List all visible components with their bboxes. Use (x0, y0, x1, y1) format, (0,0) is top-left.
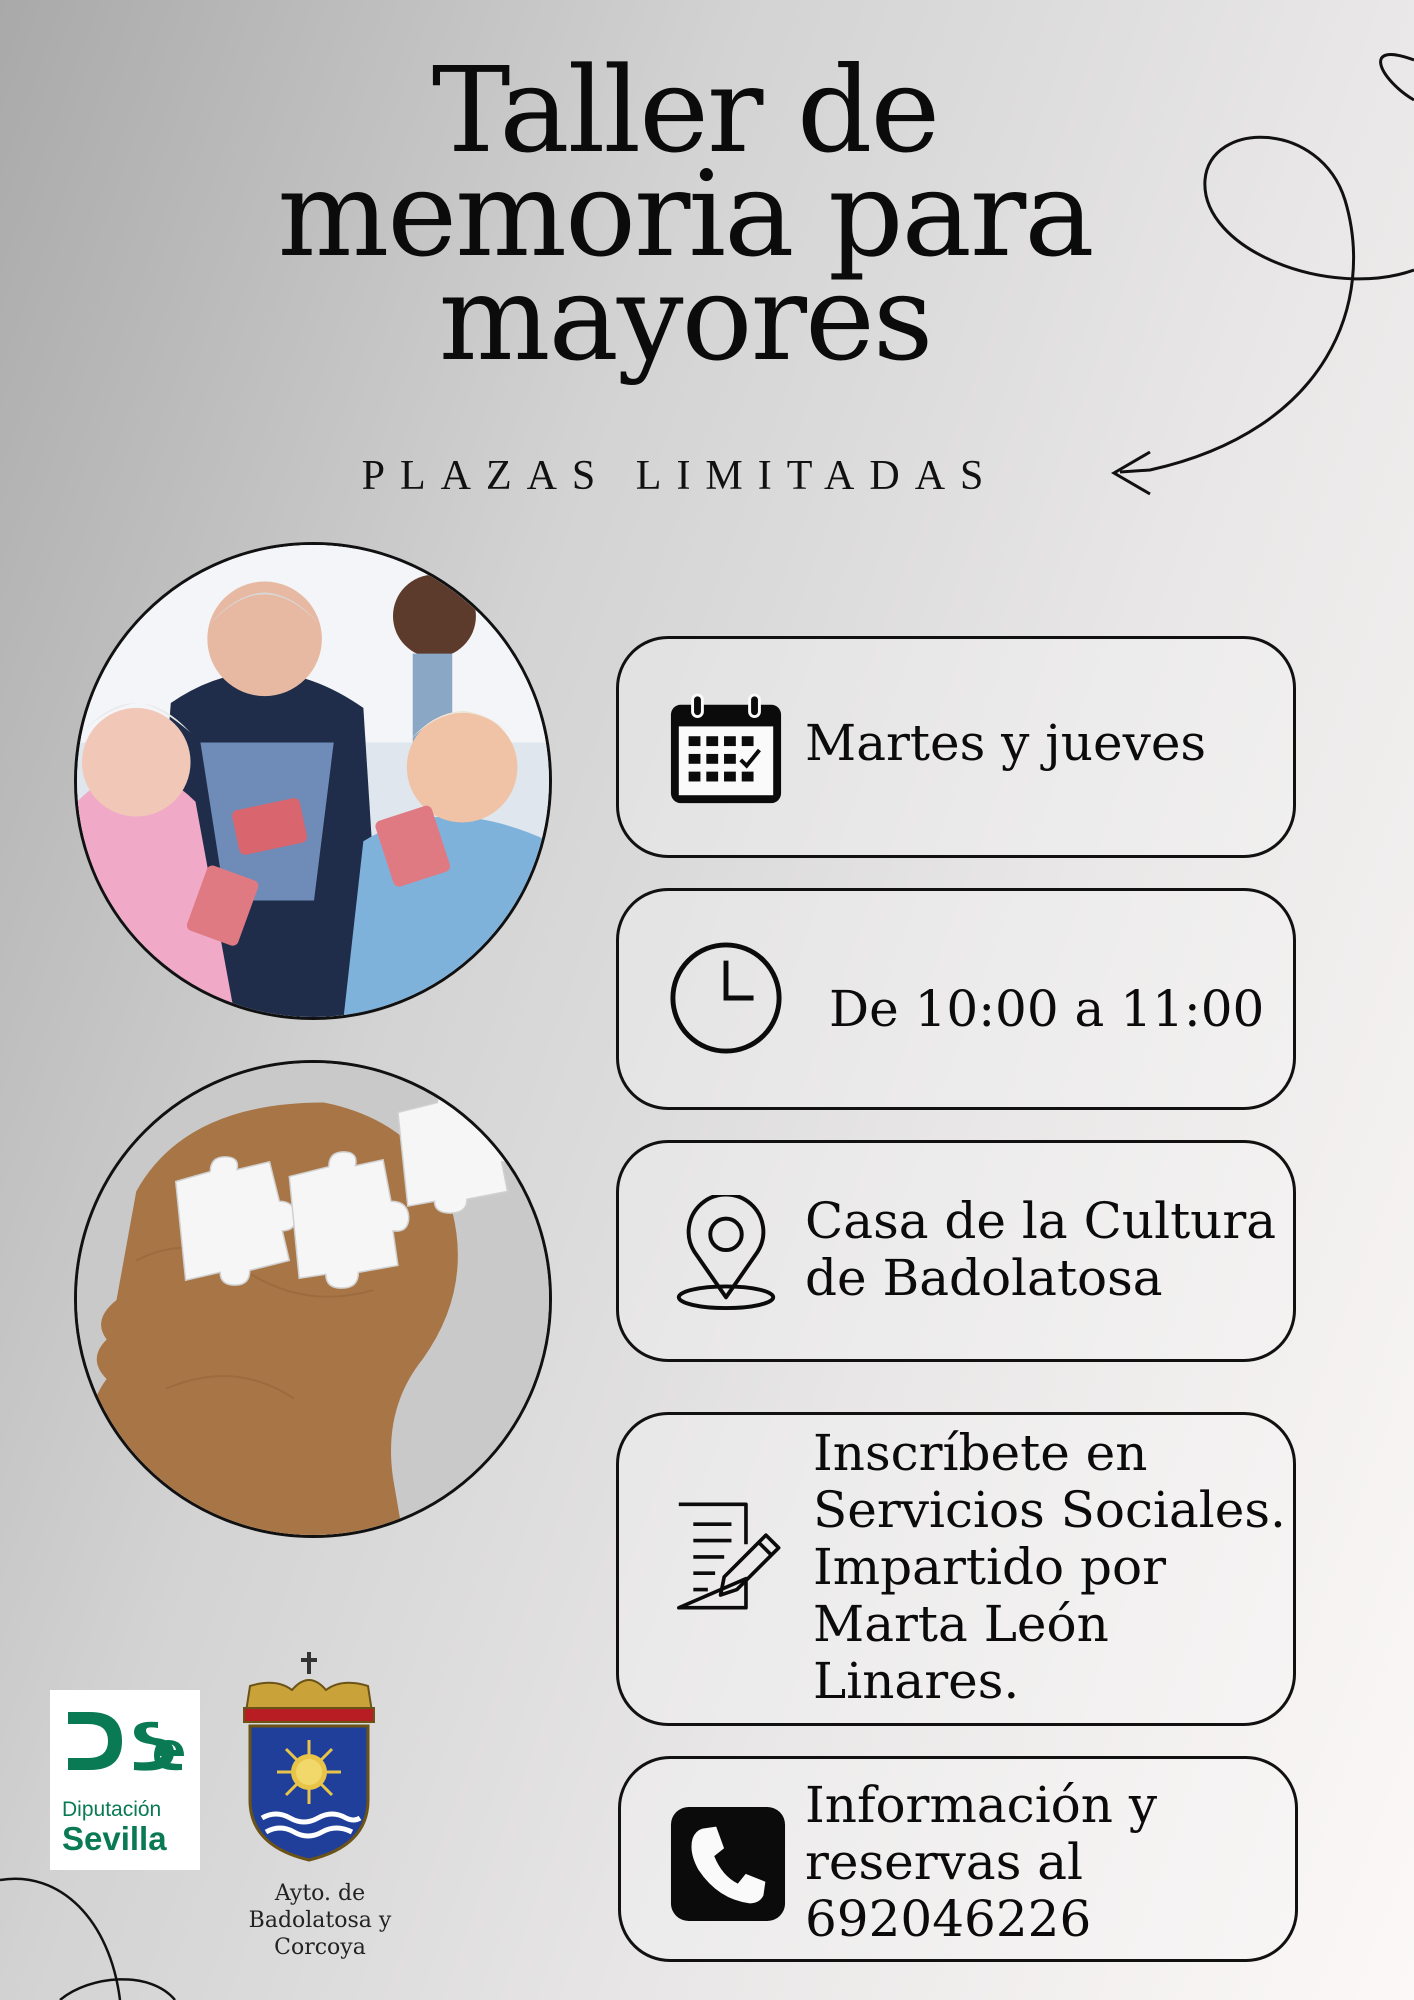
diputacion-logo-mark (64, 1706, 186, 1776)
info-card-text (805, 1193, 1287, 1307)
calendar-icon (667, 691, 785, 809)
title-line: mayores (438, 249, 932, 387)
info-line: reservas al (805, 1833, 1084, 1891)
info-card-time (616, 888, 1296, 1110)
document-pencil-icon (667, 1497, 785, 1615)
info-card-place (616, 1140, 1296, 1362)
info-card-text (805, 1777, 1289, 1948)
badolatosa-coat-of-arms-logo (236, 1650, 382, 1866)
ayuntamiento-line: Corcoya (274, 1935, 366, 1960)
poster-subtitle: PLAZAS LIMITADAS (361, 453, 999, 499)
phone-icon (669, 1805, 787, 1923)
info-line: de Badolatosa (805, 1249, 1163, 1307)
info-line: Información y (805, 1776, 1158, 1834)
info-card-days (616, 636, 1296, 858)
title-line: memoria para (277, 145, 1093, 283)
info-line: Servicios Sociales. (813, 1481, 1286, 1539)
seniors-playing-cards-photo (74, 542, 552, 1020)
info-line: Marta León (813, 1595, 1109, 1653)
info-line: 692046226 (805, 1890, 1092, 1948)
info-line: Impartido por (813, 1538, 1166, 1596)
info-card-text (829, 981, 1287, 1038)
info-card-text (813, 1425, 1287, 1710)
ayuntamiento-line: Ayto. de (274, 1881, 366, 1906)
diputacion-label: Diputación (62, 1798, 162, 1821)
info-line: Inscríbete en (813, 1424, 1148, 1482)
ayuntamiento-line: Badolatosa y (248, 1908, 392, 1933)
diputacion-sevilla-logo (50, 1690, 200, 1870)
title-line: Taller de (431, 41, 939, 179)
info-line: Casa de la Cultura (805, 1192, 1277, 1250)
poster-title (150, 41, 1220, 387)
clock-icon (667, 939, 785, 1057)
head-silhouette-puzzle-photo (74, 1060, 552, 1538)
info-card-registration (616, 1412, 1296, 1726)
info-line: Martes y jueves (805, 714, 1207, 772)
info-card-text (805, 715, 1287, 772)
info-line: Linares. (813, 1652, 1020, 1710)
info-card-contact (618, 1756, 1298, 1962)
info-line: De 10:00 a 11:00 (829, 980, 1265, 1038)
map-pin-icon (667, 1195, 785, 1313)
sevilla-label: Sevilla (62, 1820, 167, 1857)
ayuntamiento-label (200, 1880, 440, 1961)
